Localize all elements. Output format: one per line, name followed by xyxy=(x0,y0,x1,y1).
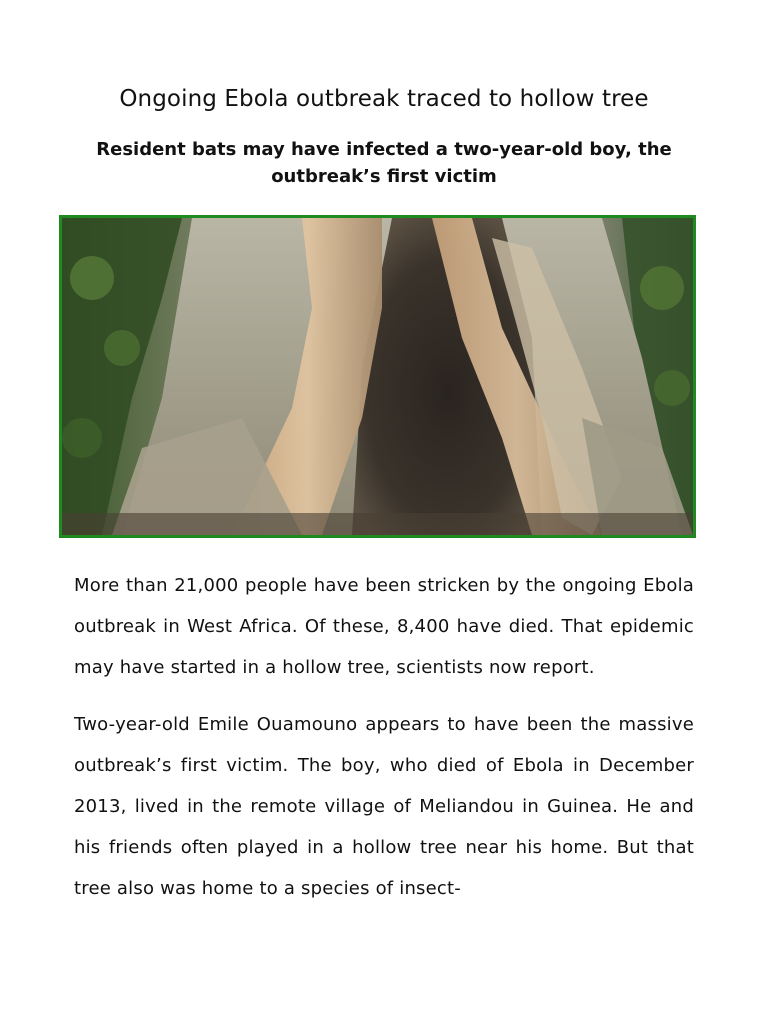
article-body xyxy=(74,565,694,925)
hollow-tree-photo xyxy=(59,215,696,538)
article-subtitle: Resident bats may have infected a two-year-old boy, the outbreak’s first victim xyxy=(96,139,672,187)
paragraph-2: Two-year-old Emile Ouamouno appears to have been the massive outbreak’s first victim. The boy, who died of Ebola in December 2013, lived in the remote village of Meliandou in Guinea. He and his friends often played in a hollow tree near his home. But that tree also was home to a species of insect- xyxy=(74,714,694,899)
article-title: Ongoing Ebola outbreak traced to hollow tree xyxy=(119,86,649,112)
paragraph-1: More than 21,000 people have been stricken by the ongoing Ebola outbreak in West Africa. Of these, 8,400 have died. That epidemic may have started in a hollow tree, scientists now report. xyxy=(74,575,694,678)
